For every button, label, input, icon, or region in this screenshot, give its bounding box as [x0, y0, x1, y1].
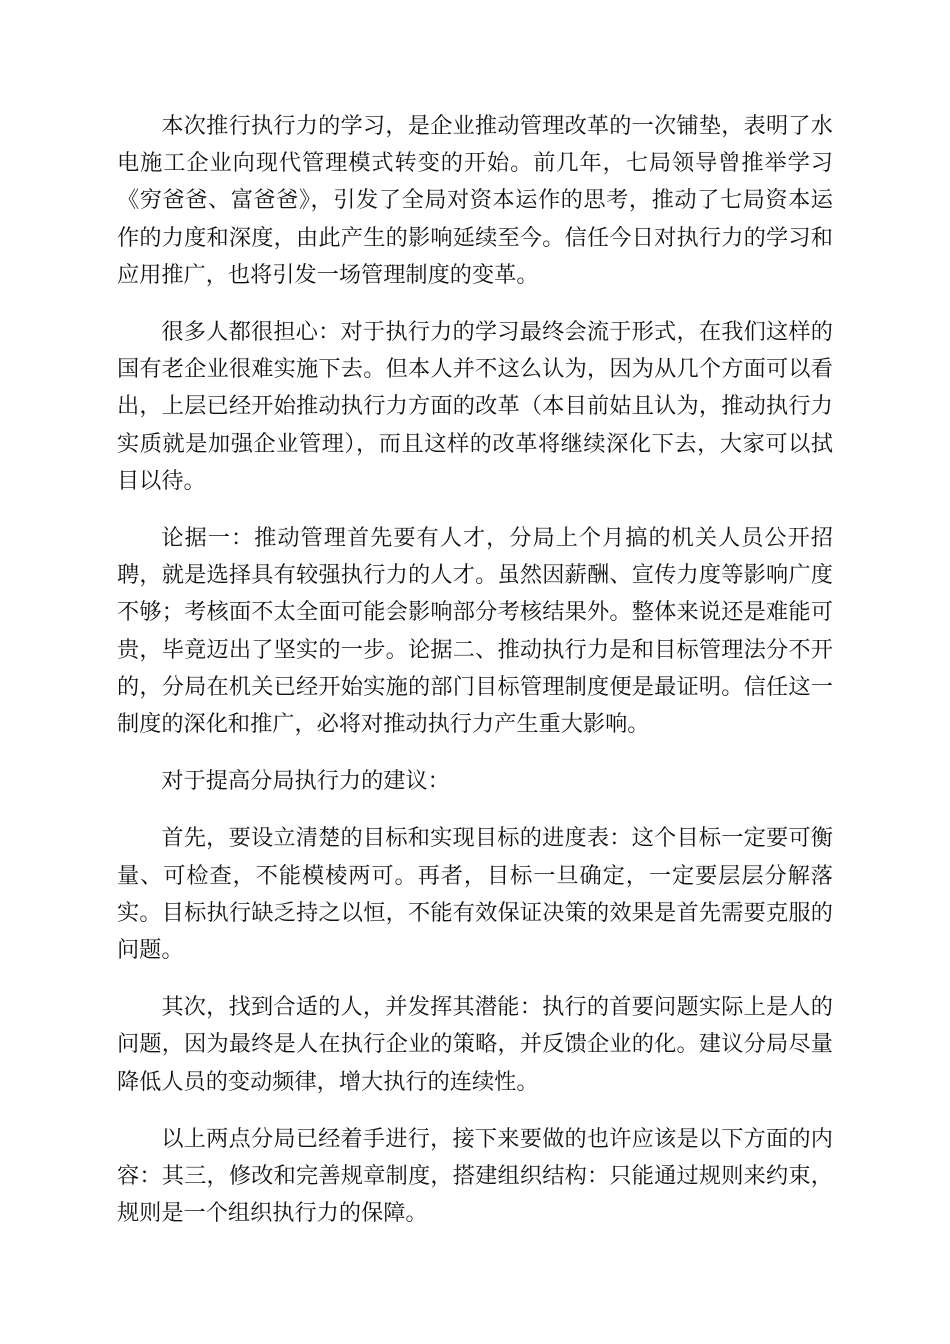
paragraph-concern: 很多人都很担心：对于执行力的学习最终会流于形式，在我们这样的国有老企业很难实施下去。但本人并不这么认为，因为从几个方面可以看出，上层已经开始推动执行力方面的改革（本目前姑且认为，推动执行力实质就是加强企业管理），而且这样的改革将继续深化下去，大家可以拭目以待。: [117, 319, 833, 494]
paragraph-intro: 本次推行执行力的学习，是企业推动管理改革的一次铺垫，表明了水电施工企业向现代管理模式转变的开始。前几年，七局领导曾推举学习《穷爸爸、富爸爸》，引发了全局对资本运作的思考，推动了七局资本运作的力度和深度，由此产生的影响延续至今。信任今日对执行力的学习和应用推广，也将引发一场管理制度的变革。: [117, 113, 833, 288]
document-body: [117, 108, 833, 1252]
paragraph-first-suggestion: 首先，要设立清楚的目标和实现目标的进度表：这个目标一定要可衡量、可检查，不能模棱两可。再者，目标一旦确定，一定要层层分解落实。目标执行缺乏持之以恒，不能有效保证决策的效果是首先需要克服的问题。: [117, 825, 833, 964]
paragraph-suggestion-heading: 对于提高分局执行力的建议：: [161, 768, 450, 795]
paragraph-evidence: 论据一：推动管理首先要有人才，分局上个月搞的机关人员公开招聘，就是选择具有较强执行力的人才。虽然因薪酬、宣传力度等影响广度不够；考核面不太全面可能会影响部分考核结果外。整体来说还是难能可贵，毕竟迈出了坚实的一步。论据二、推动执行力是和目标管理法分不开的，分局在机关已经开始实施的部门目标管理制度便是最证明。信任这一制度的深化和推广，必将对推动执行力产生重大影响。: [117, 525, 833, 738]
paragraph-second-suggestion: 其次，找到合适的人，并发挥其潜能：执行的首要问题实际上是人的问题，因为最终是人在执行企业的策略，并反馈企业的化。建议分局尽量降低人员的变动频律，增大执行的连续性。: [117, 994, 833, 1095]
paragraph-third-suggestion: 以上两点分局已经着手进行，接下来要做的也许应该是以下方面的内容：其三，修改和完善规章制度，搭建组织结构：只能通过规则来约束，规则是一个组织执行力的保障。: [117, 1125, 833, 1227]
